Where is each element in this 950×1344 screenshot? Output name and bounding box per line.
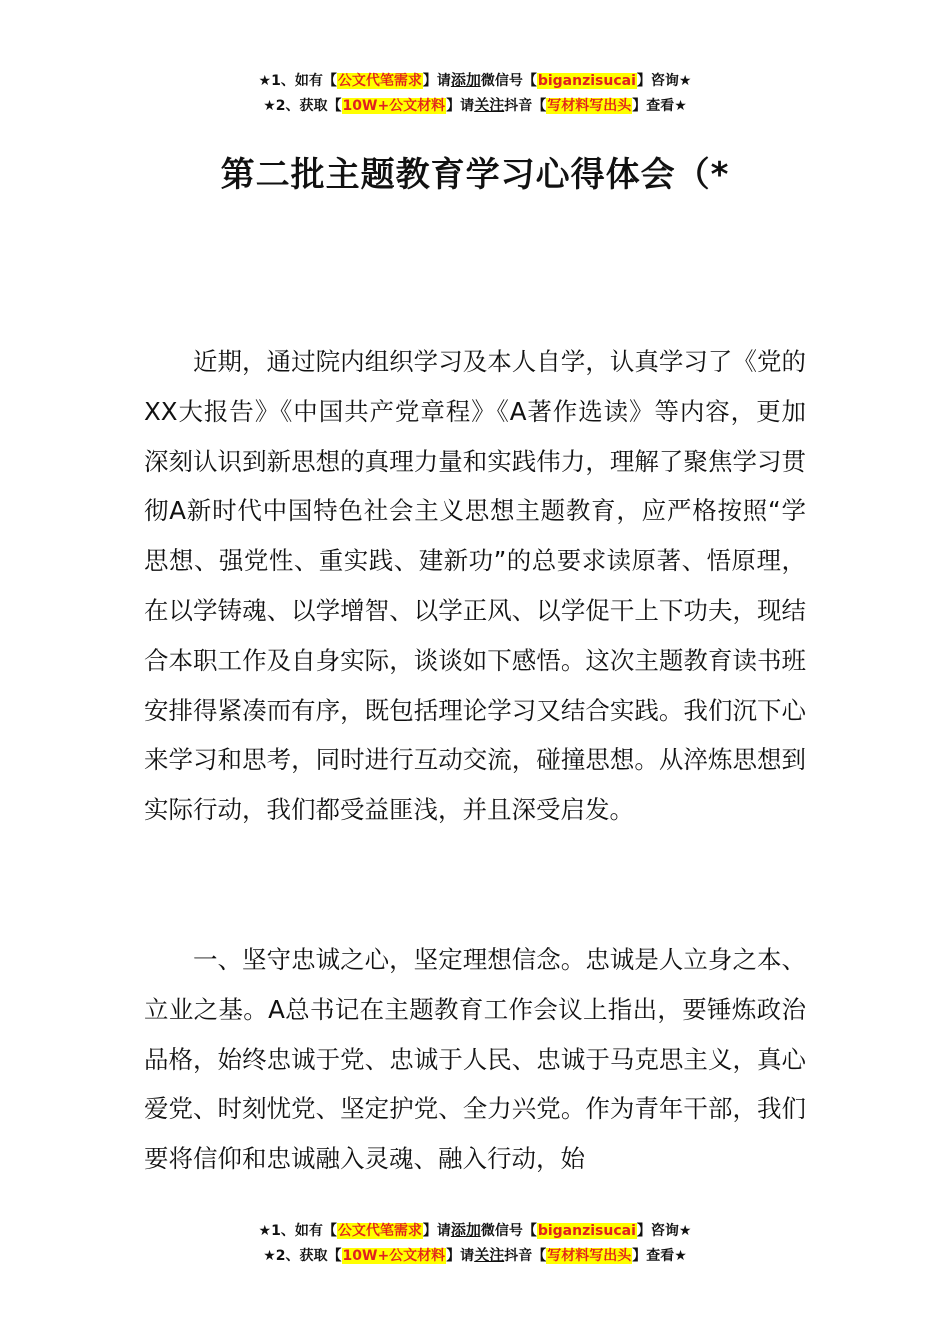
body-paragraph-intro: 近期，通过院内组织学习及本人自学，认真学习了《党的XX大报告》《中国共产党章程》《A著作选读》等内容，更加深刻认识到新思想的真理力量和实践伟力，理解了聚焦学习贯彻A新时代中国特色社会主义思想主题教育，应严格按照“学思想、强党性、重实践、建新功”的总要求读原著、悟原理，在以学铸魂、以学增智、以学正风、以学促干上下功夫，现结合本职工作及自身实际，谈谈如下感悟。这次主题教育读书班安排得紧凑而有序，既包括理论学习又结合实践。我们沉下心来学习和思考，同时进行互动交流，碰撞思想。从淬炼思想到实际行动，我们都受益匪浅，并且深受启发。 xyxy=(144,347,806,825)
header-banner xyxy=(0,68,950,118)
highlight-service: 公文代笔需求 xyxy=(337,1223,422,1239)
banner-line-2 xyxy=(0,93,950,118)
banner-emphasis: 添加 xyxy=(450,1221,481,1239)
banner-text: ★2、获取【 xyxy=(263,98,342,114)
highlight-service: 公文代笔需求 xyxy=(337,73,422,89)
body-paragraph-section-1: 一、坚守忠诚之心，坚定理想信念。忠诚是人立身之本、立业之基。A总书记在主题教育工作会议上指出，要锤炼政治品格，始终忠诚于党、忠诚于人民、忠诚于马克思主义，真心爱党、时刻忧党、坚定护党、全力兴党。作为青年干部，我们要将信仰和忠诚融入灵魂、融入行动，始 xyxy=(144,945,806,1174)
banner-emphasis: 添加 xyxy=(450,71,481,89)
document-title: 第二批主题教育学习心得体会（* xyxy=(220,155,730,195)
banner-emphasis: 关注 xyxy=(474,1246,505,1264)
banner-line-1 xyxy=(0,68,950,93)
banner-emphasis: 关注 xyxy=(474,96,505,114)
banner-text: 】请 xyxy=(446,98,475,114)
banner-text: 抖音【 xyxy=(504,1248,547,1264)
banner-text: 】查看★ xyxy=(632,98,687,114)
banner-text: 抖音【 xyxy=(504,98,547,114)
highlight-douyin-account: 写材料写出头 xyxy=(547,1248,632,1264)
footer-banner xyxy=(0,1218,950,1268)
highlight-douyin-account: 写材料写出头 xyxy=(547,98,632,114)
banner-text: ★2、获取【 xyxy=(263,1248,342,1264)
banner-text: 微信号【 xyxy=(480,1223,537,1239)
banner-text: 】查看★ xyxy=(632,1248,687,1264)
highlight-materials: 10W+公文材料 xyxy=(342,1248,446,1264)
banner-text: 】请 xyxy=(446,1248,475,1264)
banner-text: 】咨询★ xyxy=(636,1223,692,1239)
highlight-wechat-id: biganzisucai xyxy=(537,1223,636,1239)
banner-text: ★1、如有【 xyxy=(258,1223,337,1239)
highlight-materials: 10W+公文材料 xyxy=(342,98,446,114)
banner-text: 微信号【 xyxy=(480,73,537,89)
highlight-wechat-id: biganzisucai xyxy=(537,73,636,89)
banner-text: ★1、如有【 xyxy=(258,73,337,89)
banner-line-1 xyxy=(0,1218,950,1243)
banner-text: 】请 xyxy=(422,1223,451,1239)
banner-text: 】咨询★ xyxy=(636,73,692,89)
banner-line-2 xyxy=(0,1243,950,1268)
banner-text: 】请 xyxy=(422,73,451,89)
